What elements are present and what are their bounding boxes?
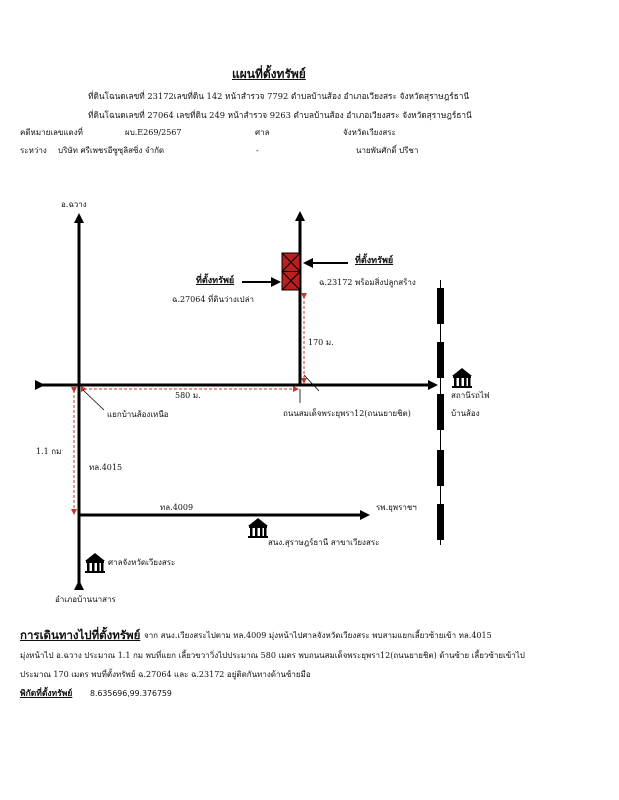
junction-leader <box>83 390 104 410</box>
land-office-label: สนง.สุราษฎร์ธานี สาขาเวียงสระ <box>268 538 380 547</box>
page-title: แผนที่ตั้งทรัพย์ <box>232 67 306 81</box>
case-label: คดีหมายเลขแดงที่ <box>20 128 83 137</box>
between-label: ระหว่าง <box>20 146 47 155</box>
deed-line-2: ที่ดินโฉนดเลขที่ 27064 เลขที่ดิน 249 หน้าสำรวจ 9263 ตำบลบ้านส้อง อำเภอเวียงสระ จังหวัดสุราษฎร์ธานี <box>88 110 472 120</box>
road-4009-label: ทล.4009 <box>160 503 194 512</box>
plot-left-note: ฉ.27064 ที่ดินว่างเปล่า <box>172 295 255 304</box>
case-number: ผบ.E269/2567 <box>125 128 182 137</box>
dash-separator: - <box>256 146 259 155</box>
directions-heading: การเดินทางไปที่ตั้งทรัพย์ <box>20 628 141 642</box>
road-4015-label: ทล.4015 <box>89 463 123 472</box>
coords-label: พิกัดที่ตั้งทรัพย์ <box>20 689 73 699</box>
north-label: อ.ฉวาง <box>61 200 87 209</box>
directions-line-3: ประมาณ 170 เมตร พบที่ตั้งทรัพย์ ฉ.27064 และ ฉ.23172 อยู่ติดกันทางด้านซ้ายมือ <box>20 670 311 679</box>
hospital-label: รพ.ยุพราชฯ <box>376 503 417 512</box>
distance-580: 580 ม. <box>175 391 201 400</box>
deed-line-1: ที่ดินโฉนดเลขที่ 23172เลขที่ดิน 142 หน้าสำรวจ 7792 ตำบลบ้านส้อง อำเภอเวียงสระ จังหวัดสุราษฎร์ธานี <box>88 91 470 101</box>
court-name: จังหวัดเวียงสระ <box>343 128 396 137</box>
road-name-label: ถนนสมเด็จพระยุพรา12(ถนนยายชิต) <box>283 409 411 418</box>
directions-line-2: มุ่งหน้าไป อ.ฉวาง ประมาณ 1.1 กม พบที่แยก เลี้ยวขวาวิ่งไปประมาณ 580 เมตร พบถนนสมเด็จพระยุพรา12(ถนนยายชิต) ด้านซ้าย เลี้ยวซ้ายเข้าไป <box>20 651 525 660</box>
plot-right-note: ฉ.23172 พร้อมสิ่งปลูกสร้าง <box>319 278 416 287</box>
railway-station-icon <box>452 368 472 388</box>
court-icon <box>85 553 105 573</box>
measurement-lines <box>74 296 304 512</box>
court-label: ศาล <box>255 128 270 137</box>
south-label: อำเภอบ้านนาสาร <box>55 595 116 604</box>
road-name-leader <box>304 375 319 391</box>
court-label-map: ศาลจังหวัดเวียงสระ <box>108 558 176 567</box>
property-label-left: ที่ตั้งทรัพย์ <box>196 276 235 286</box>
directions-line-1: จาก สนง.เวียงสระไปตาม ทล.4009 มุ่งหน้าไปศาลจังหวัดเวียงสระ พบสามแยกเลี้ยวซ้ายเข้า ทล.4015 <box>144 631 492 640</box>
station-label-2: บ้านส้อง <box>451 409 480 418</box>
coords-value: 8.635696,99.376759 <box>90 689 172 698</box>
land-office-icon <box>248 518 268 538</box>
property-plots <box>282 253 300 290</box>
railway-line <box>437 280 444 545</box>
junction-label: แยกบ้านส้องเหนือ <box>107 410 169 419</box>
distance-1-1km: 1.1 กม <box>36 447 62 456</box>
station-label-1: สถานีรถไฟ <box>451 391 490 400</box>
distance-170: 170 ม. <box>308 338 334 347</box>
plaintiff: บริษัท ศรีเพชรอีซูซุลิสซิ่ง จำกัด <box>58 146 165 155</box>
property-label-right: ที่ตั้งทรัพย์ <box>355 256 394 266</box>
defendant: นายพันศักดิ์ ปรีชา <box>356 146 419 155</box>
